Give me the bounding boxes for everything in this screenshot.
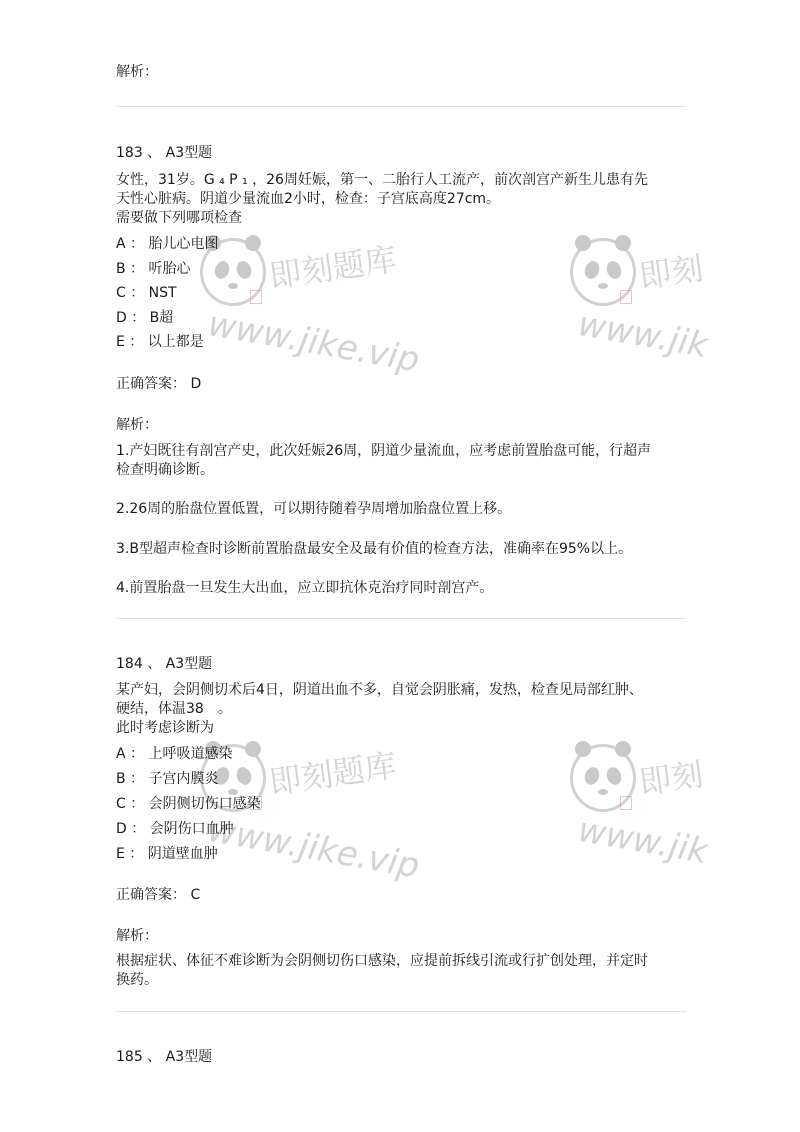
seal-icon <box>620 796 632 810</box>
watermark-cn: 即刻 <box>636 755 706 802</box>
watermark-url: www.jike.vip <box>205 810 423 887</box>
watermark-url: www.jik <box>575 304 711 367</box>
panda-logo-icon <box>570 238 636 306</box>
question-stem-line: 天性心脏病。阴道少量流血2小时，检查：子宫底高度27cm。 <box>116 191 501 207</box>
question-header: 185 、 A3型题 <box>116 1049 213 1065</box>
question-prompt: 此时考虑诊断为 <box>116 720 214 736</box>
analysis-label: 解析： <box>116 928 158 944</box>
correct-answer: 正确答案： D <box>116 376 202 392</box>
option-a: A ： 胎儿心电图 <box>116 236 219 252</box>
watermark-url: www.jik <box>575 810 711 873</box>
analysis-line: 3.B型超声检查时诊断前置胎盘最安全及最有价值的检查方法，准确率在95%以上。 <box>116 541 633 557</box>
divider <box>116 618 686 619</box>
analysis-line: 4.前置胎盘一旦发生大出血，应立即抗休克治疗同时剖宫产。 <box>116 580 494 596</box>
analysis-label: 解析： <box>116 417 158 433</box>
question-prompt: 需要做下列哪项检查 <box>116 210 242 226</box>
analysis-line: 根据症状、体征不难诊断为会阴侧切伤口感染，应提前拆线引流或行扩创处理，并定时 <box>116 953 648 969</box>
question-header: 184 、 A3型题 <box>116 656 213 672</box>
analysis-line: 换药。 <box>116 972 158 988</box>
question-stem-line: 硬结，体温38 。 <box>116 701 232 717</box>
analysis-line: 2.26周的胎盘位置低置，可以期待随着孕周增加胎盘位置上移。 <box>116 501 512 517</box>
analysis-line: 1.产妇既往有剖宫产史，此次妊娠26周，阴道少量流血，应考虑前置胎盘可能，行超声 <box>116 443 652 459</box>
option-b: B ： 听胎心 <box>116 261 191 277</box>
question-header: 183 、 A3型题 <box>116 145 213 161</box>
seal-icon <box>620 290 632 304</box>
question-stem-line: 某产妇，会阴侧切术后4日，阴道出血不多，自觉会阴胀痛，发热，检查见局部红肿、 <box>116 682 643 698</box>
analysis-line: 检查明确诊断。 <box>116 462 214 478</box>
divider <box>116 1011 686 1012</box>
option-e: E ： 以上都是 <box>116 334 204 350</box>
watermark-cn: 即刻题库 <box>266 746 399 802</box>
question-stem-line: 女性，31岁。G ₄ P ₁ ，26周妊娠，第一、二胎行人工流产，前次剖宫产新生儿患有先 <box>116 172 648 188</box>
option-b: B ： 子宫内膜炎 <box>116 771 219 787</box>
option-d: D ： 会阴伤口血肿 <box>116 821 234 837</box>
option-c: C ： 会阴侧切伤口感染 <box>116 796 261 812</box>
seal-icon <box>250 290 262 304</box>
analysis-label: 解析： <box>116 64 158 80</box>
option-a: A ： 上呼吸道感染 <box>116 746 233 762</box>
watermark-url: www.jike.vip <box>205 304 423 381</box>
divider <box>116 106 686 107</box>
option-d: D ： B超 <box>116 310 174 326</box>
watermark-cn: 即刻 <box>636 249 706 296</box>
option-c: C ： NST <box>116 285 177 301</box>
watermark-cn: 即刻题库 <box>266 240 399 296</box>
panda-logo-icon <box>570 744 636 812</box>
option-e: E ： 阴道壁血肿 <box>116 846 218 862</box>
correct-answer: 正确答案： C <box>116 887 201 903</box>
